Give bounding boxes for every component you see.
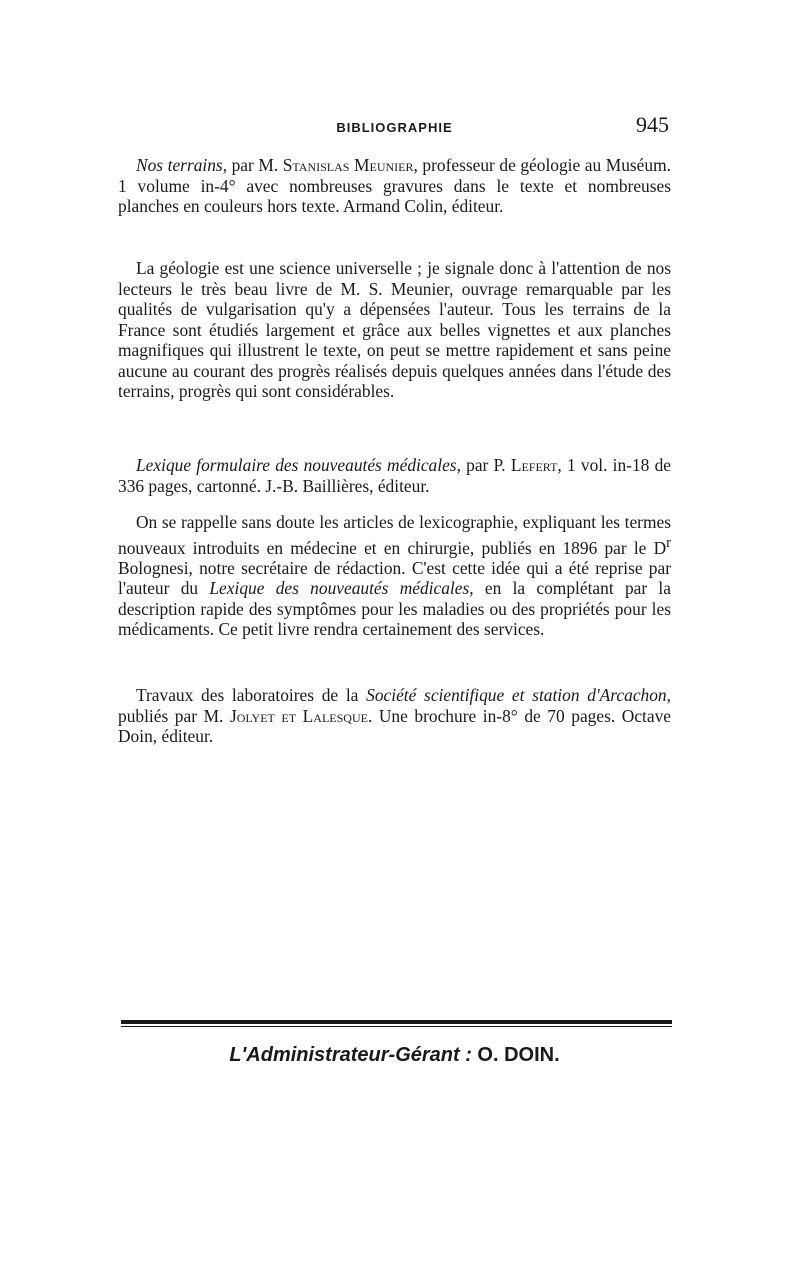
page-header (118, 112, 671, 142)
entry-details: , professeur de géologie au Muséum. 1 volume in-4° avec nombreuses gravures dans le texte et nombreuses planches en couleurs hors texte. Armand Colin, éditeur. (118, 155, 671, 216)
signature-line (118, 1044, 671, 1067)
running-head: BIBLIOGRAPHIE (336, 120, 453, 135)
bibliography-entry-lexique (118, 455, 671, 496)
review-text: La géologie est une science universelle ; je signale donc à l'attention de nos lecteurs le très beau livre de M. S. Meunier, ouvrage remarquable par les qualités de vulgarisation qu'y a dépensées l'auteur. Tous les terrains de la France sont étudiés largement et grâce aux belles vignettes et aux planches magnifiques qui illustrent le texte, on peut se mettre rapidement et sans peine aucune au courant des progrès réalisés depuis quelques années dans l'étude des terrains, progrès qui sont considérables. (118, 258, 671, 401)
footer-rule-thick (121, 1020, 672, 1024)
entry-by: , publiés par M. (118, 685, 671, 726)
book-title: Société scientifique et station d'Arcachon (366, 685, 667, 705)
entry-by: , par P. (456, 455, 511, 475)
entry-author: Lefert (510, 455, 558, 475)
page-number: 945 (636, 112, 669, 137)
entry-author: Stanislas Meunier (282, 155, 414, 175)
review-paragraph-lexicographie (118, 512, 671, 640)
review-text-after: , en la complétant par la description rapide des symptômes pour les maladies ou des propriétés pour les médicaments. Ce petit livre rendra certainement des services. (118, 578, 671, 640)
review-text-before: On se rappelle sans doute les articles de lexicographie, expliquant les termes nouveaux introduits en médecine et en chirurgie, publiés en 1896 par le D (118, 512, 671, 558)
superscript: r (666, 534, 671, 551)
footer-rule-thin (121, 1026, 672, 1027)
book-title-reference: Lexique des nouveautés médicales (209, 578, 470, 599)
bibliography-entry-nos-terrains (118, 155, 671, 217)
entry-details: , 1 vol. in-18 de 336 pages, cartonné. J.-B. Baillières, éditeur. (118, 455, 671, 496)
book-title: Nos terrains (136, 155, 223, 175)
signature-label: L'Administrateur-Gérant : (229, 1044, 472, 1066)
book-title: Lexique formulaire des nouveautés médicales (136, 455, 457, 475)
entry-details: . Une brochure in-8° de 70 pages. Octave Doin, éditeur. (118, 705, 672, 746)
signature-name: O. DOIN. (471, 1044, 560, 1066)
entry-lead: Travaux des laboratoires de la (136, 685, 367, 705)
bibliography-entry-travaux (118, 685, 671, 747)
entry-author: Jolyet et Lalesque (229, 705, 368, 726)
entry-by: , par M. (222, 155, 283, 175)
review-text-mid: Bolognesi, notre secrétaire de rédaction. C'est cette idée qui a été reprise par l'auteur du (118, 557, 671, 599)
review-paragraph-geologie (118, 258, 671, 402)
